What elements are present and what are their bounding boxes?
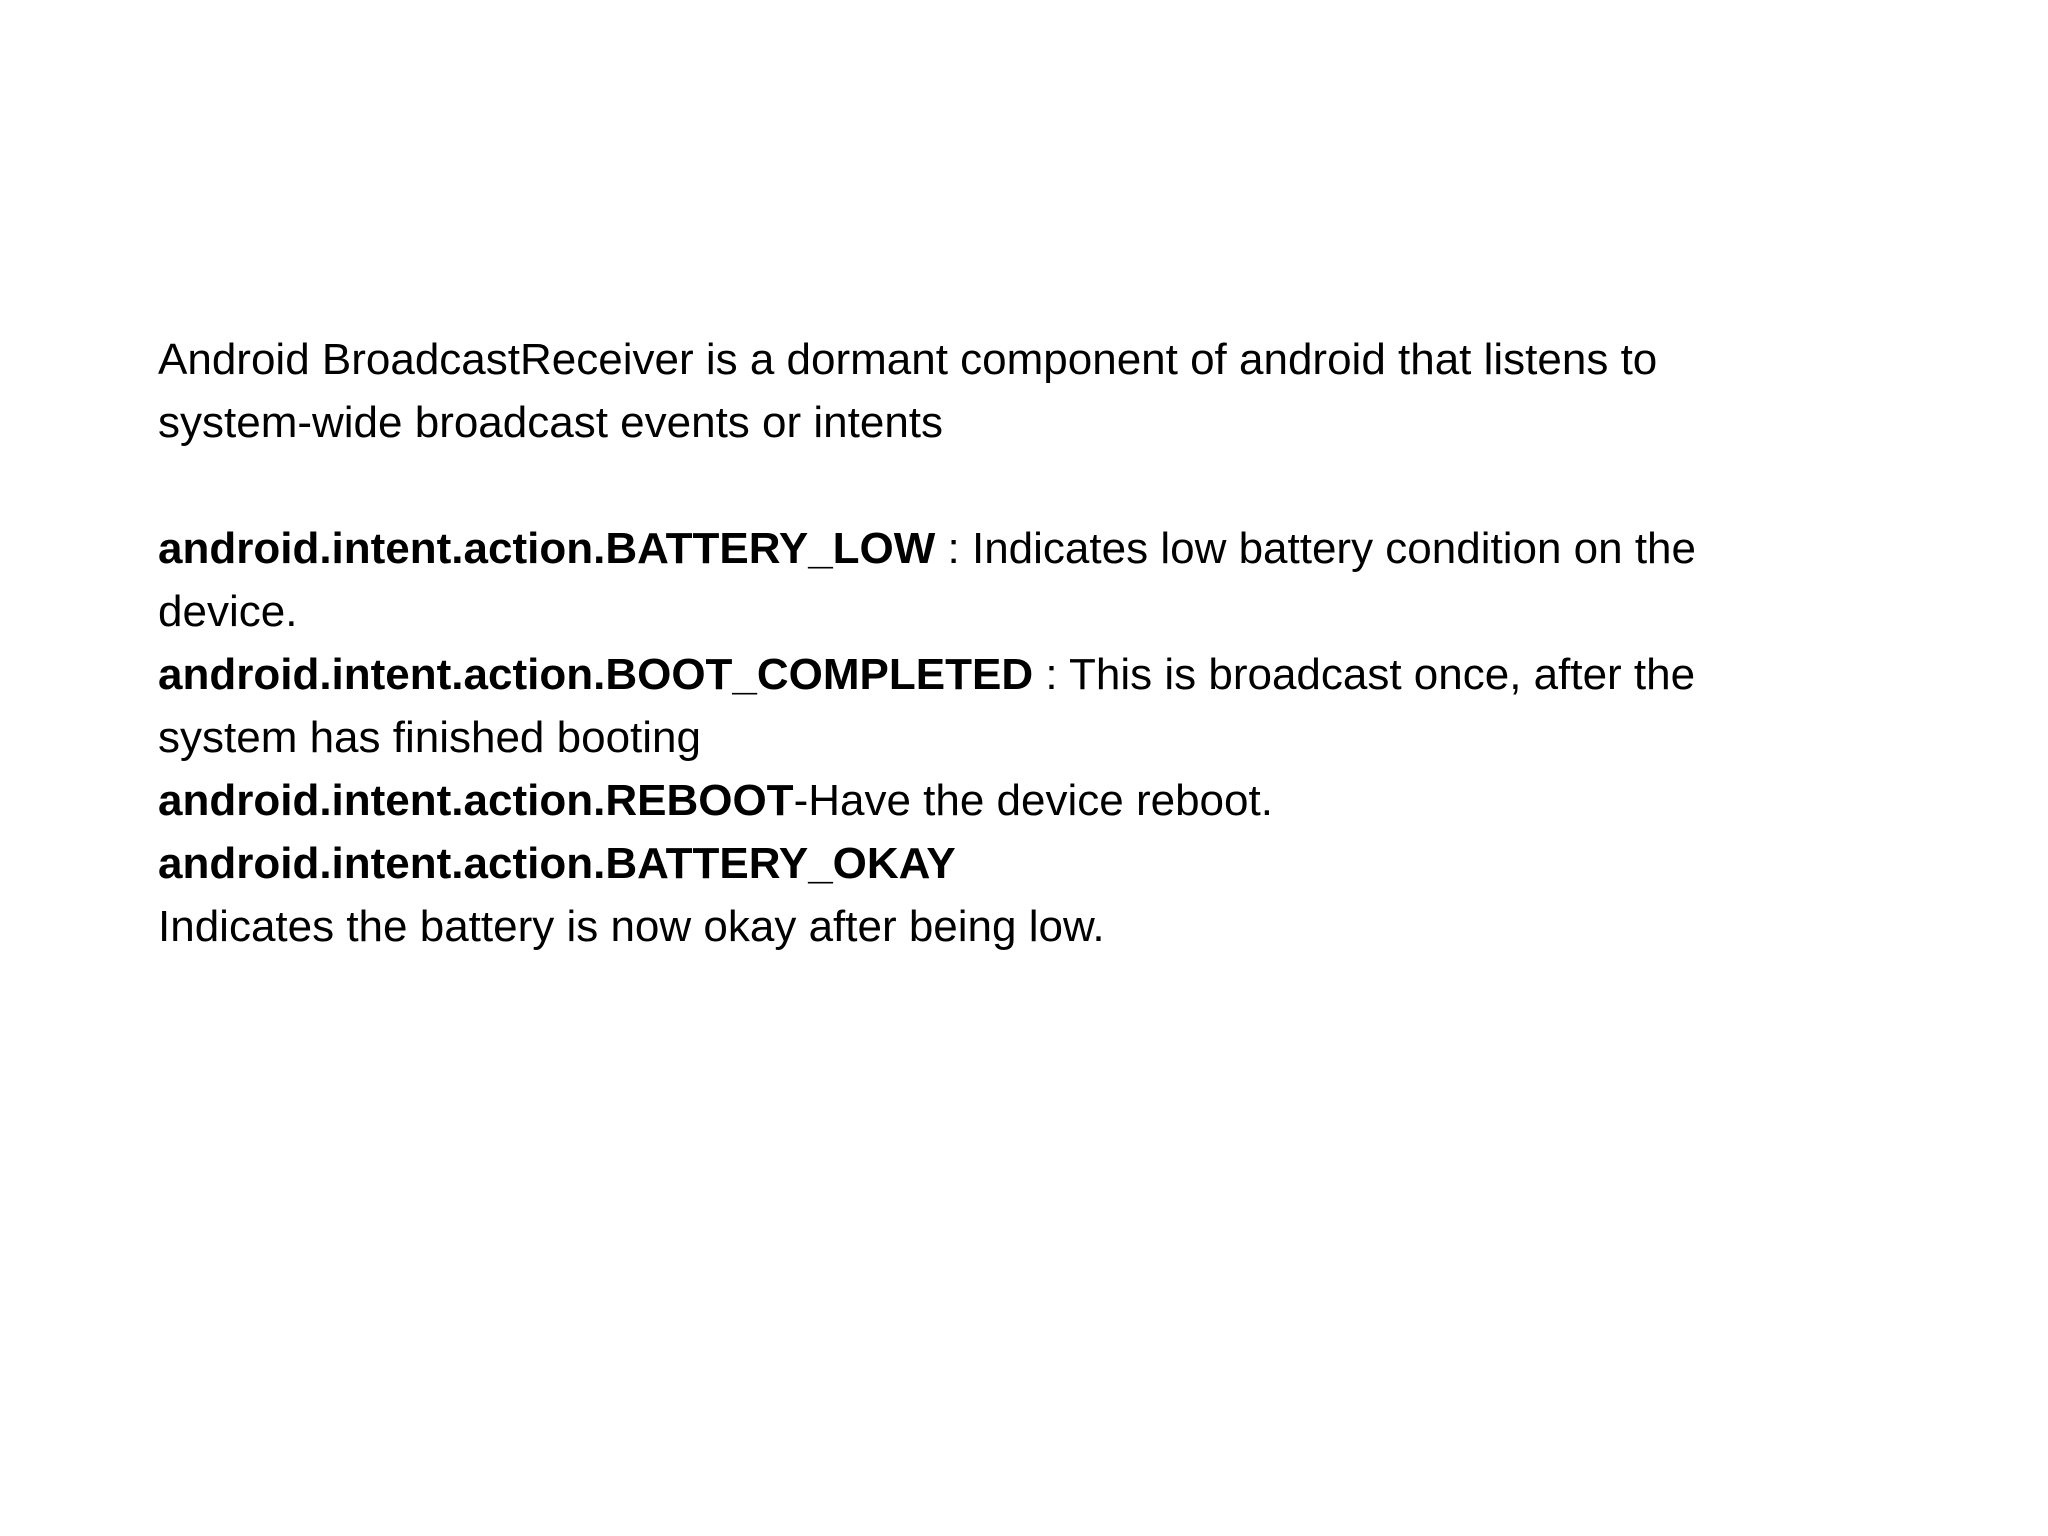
intent-item-boot-completed [158, 643, 1858, 769]
intent-line [158, 643, 1858, 706]
intent-description: -Have the device reboot. [793, 776, 1273, 825]
intent-item-reboot [158, 769, 1858, 832]
intent-term: android.intent.action.BATTERY_OKAY [158, 839, 956, 888]
intro-paragraph [158, 328, 1858, 454]
intent-line [158, 769, 1858, 832]
intent-description-continued: Indicates the battery is now okay after being low. [158, 902, 1105, 951]
intro-line-1: Android BroadcastReceiver is a dormant component of android that listens to [158, 335, 1658, 384]
intent-description: : Indicates low battery condition on the [935, 524, 1696, 573]
intent-line [158, 517, 1858, 580]
intent-term: android.intent.action.BATTERY_LOW [158, 524, 936, 573]
intent-item-battery-okay [158, 832, 1858, 958]
intent-description-continued: system has finished booting [158, 713, 701, 762]
intent-description: : This is broadcast once, after the [1033, 650, 1696, 699]
intent-description-continued: device. [158, 587, 298, 636]
paragraph-spacer [158, 454, 1858, 517]
slide-body [158, 328, 1858, 958]
intent-item-battery-low [158, 517, 1858, 643]
intro-line-2: system-wide broadcast events or intents [158, 398, 944, 447]
intent-term: android.intent.action.REBOOT [158, 776, 794, 825]
intent-term: android.intent.action.BOOT_COMPLETED [158, 650, 1034, 699]
